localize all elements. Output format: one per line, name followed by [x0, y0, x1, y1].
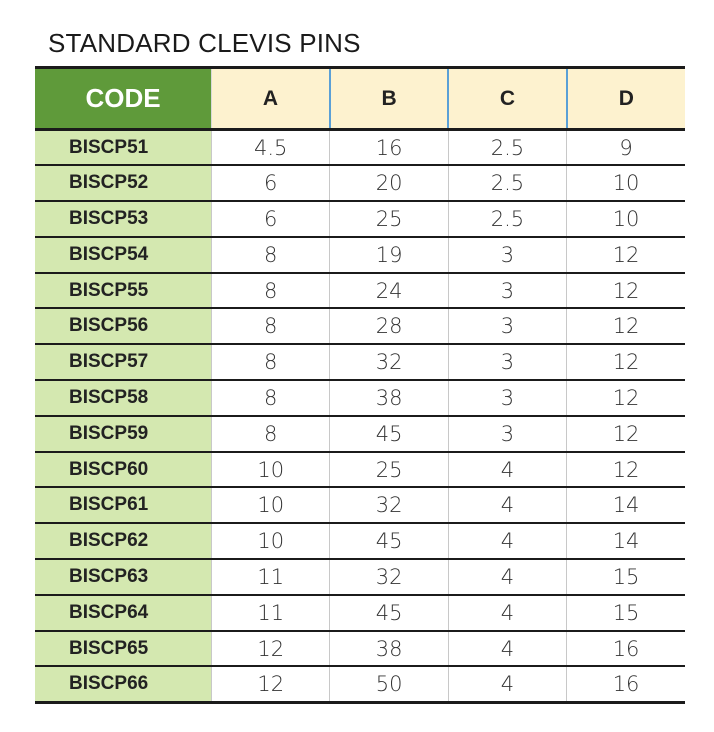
value-d-cell: 15	[567, 559, 685, 595]
clevis-pin-table	[35, 66, 685, 704]
header-code: CODE	[35, 68, 212, 130]
value-a-cell: 8	[212, 416, 330, 452]
value-d-cell: 12	[567, 416, 685, 452]
table-header-row	[35, 68, 685, 130]
value-c-cell: 3	[448, 416, 566, 452]
value-a-cell: 8	[212, 273, 330, 309]
value-b-cell: 20	[330, 165, 448, 201]
value-d-cell: 12	[567, 308, 685, 344]
value-b-cell: 45	[330, 595, 448, 631]
value-d-cell: 16	[567, 631, 685, 667]
value-d-cell: 15	[567, 595, 685, 631]
value-d-cell: 12	[567, 237, 685, 273]
table-row	[35, 487, 685, 523]
value-a-cell: 6	[212, 165, 330, 201]
value-b-cell: 25	[330, 452, 448, 488]
value-d-cell: 10	[567, 165, 685, 201]
header-d: D	[567, 68, 685, 130]
value-b-cell: 38	[330, 631, 448, 667]
table-row	[35, 344, 685, 380]
header-c: C	[448, 68, 566, 130]
value-d-cell: 12	[567, 344, 685, 380]
header-b: B	[330, 68, 448, 130]
value-d-cell: 14	[567, 523, 685, 559]
value-c-cell: 4	[448, 452, 566, 488]
value-b-cell: 50	[330, 666, 448, 702]
value-c-cell: 4	[448, 631, 566, 667]
value-a-cell: 11	[212, 595, 330, 631]
table-row	[35, 273, 685, 309]
value-a-cell: 10	[212, 487, 330, 523]
value-b-cell: 28	[330, 308, 448, 344]
value-b-cell: 32	[330, 487, 448, 523]
value-c-cell: 4	[448, 666, 566, 702]
value-c-cell: 3	[448, 344, 566, 380]
header-a: A	[212, 68, 330, 130]
value-d-cell: 9	[567, 130, 685, 166]
code-cell: BISCP55	[35, 273, 212, 309]
value-a-cell: 8	[212, 237, 330, 273]
code-cell: BISCP58	[35, 380, 212, 416]
value-d-cell: 14	[567, 487, 685, 523]
value-c-cell: 3	[448, 308, 566, 344]
code-cell: BISCP56	[35, 308, 212, 344]
value-c-cell: 2.5	[448, 130, 566, 166]
value-d-cell: 12	[567, 273, 685, 309]
table-row	[35, 416, 685, 452]
table-row	[35, 631, 685, 667]
value-b-cell: 38	[330, 380, 448, 416]
value-c-cell: 3	[448, 380, 566, 416]
value-d-cell: 16	[567, 666, 685, 702]
value-b-cell: 45	[330, 523, 448, 559]
value-c-cell: 4	[448, 523, 566, 559]
code-cell: BISCP62	[35, 523, 212, 559]
value-d-cell: 12	[567, 380, 685, 416]
code-cell: BISCP61	[35, 487, 212, 523]
value-a-cell: 8	[212, 344, 330, 380]
value-a-cell: 6	[212, 201, 330, 237]
value-d-cell: 12	[567, 452, 685, 488]
code-cell: BISCP59	[35, 416, 212, 452]
value-b-cell: 32	[330, 344, 448, 380]
table-row	[35, 559, 685, 595]
value-a-cell: 8	[212, 308, 330, 344]
table-row	[35, 666, 685, 702]
table-row	[35, 523, 685, 559]
code-cell: BISCP51	[35, 130, 212, 166]
table-row	[35, 452, 685, 488]
value-a-cell: 4.5	[212, 130, 330, 166]
value-b-cell: 45	[330, 416, 448, 452]
code-cell: BISCP52	[35, 165, 212, 201]
value-c-cell: 3	[448, 237, 566, 273]
code-cell: BISCP64	[35, 595, 212, 631]
table-row	[35, 595, 685, 631]
value-a-cell: 11	[212, 559, 330, 595]
value-b-cell: 16	[330, 130, 448, 166]
value-c-cell: 3	[448, 273, 566, 309]
table-row	[35, 237, 685, 273]
value-b-cell: 25	[330, 201, 448, 237]
value-c-cell: 4	[448, 595, 566, 631]
value-c-cell: 4	[448, 559, 566, 595]
table-row	[35, 165, 685, 201]
code-cell: BISCP63	[35, 559, 212, 595]
value-a-cell: 8	[212, 380, 330, 416]
value-b-cell: 24	[330, 273, 448, 309]
value-c-cell: 2.5	[448, 165, 566, 201]
code-cell: BISCP54	[35, 237, 212, 273]
value-c-cell: 4	[448, 487, 566, 523]
code-cell: BISCP65	[35, 631, 212, 667]
table-row	[35, 380, 685, 416]
value-a-cell: 12	[212, 631, 330, 667]
table-row	[35, 201, 685, 237]
code-cell: BISCP53	[35, 201, 212, 237]
value-a-cell: 12	[212, 666, 330, 702]
table-row	[35, 308, 685, 344]
table-row	[35, 130, 685, 166]
page-title: STANDARD CLEVIS PINS	[48, 28, 361, 58]
value-d-cell: 10	[567, 201, 685, 237]
value-a-cell: 10	[212, 523, 330, 559]
value-b-cell: 32	[330, 559, 448, 595]
code-cell: BISCP57	[35, 344, 212, 380]
value-a-cell: 10	[212, 452, 330, 488]
value-b-cell: 19	[330, 237, 448, 273]
code-cell: BISCP66	[35, 666, 212, 702]
code-cell: BISCP60	[35, 452, 212, 488]
value-c-cell: 2.5	[448, 201, 566, 237]
